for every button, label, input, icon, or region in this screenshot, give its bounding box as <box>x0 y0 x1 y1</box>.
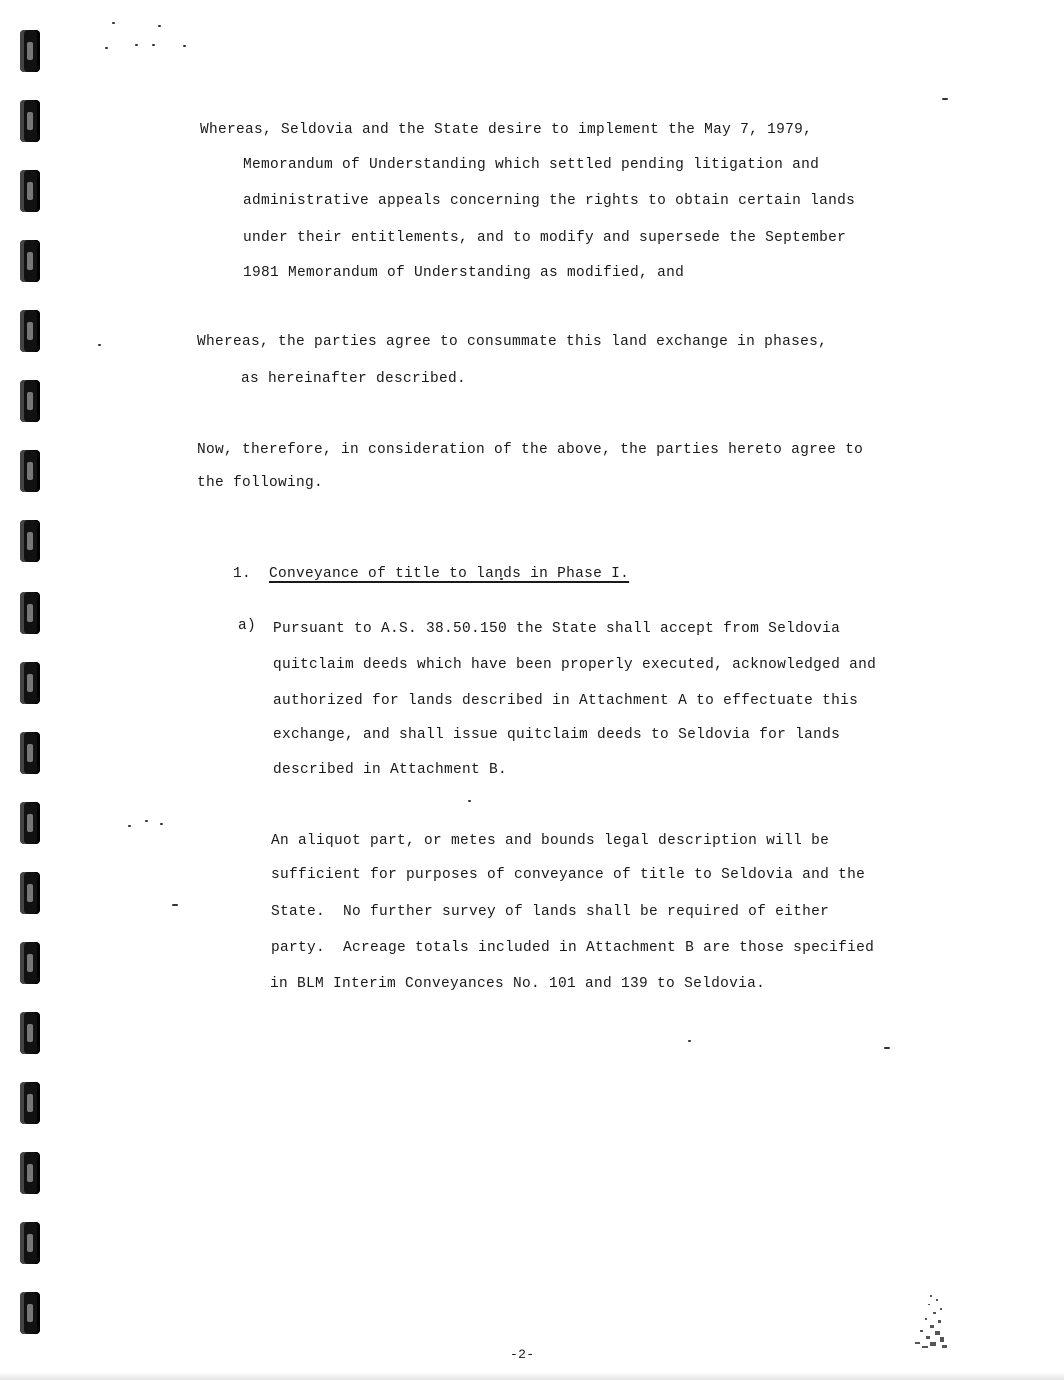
binder-hole-icon <box>20 662 40 704</box>
scan-speck <box>128 825 131 827</box>
scan-speck <box>158 25 161 27</box>
scan-speck <box>105 47 108 49</box>
paragraph-line: as hereinafter described. <box>241 371 467 387</box>
section-heading <box>197 547 629 601</box>
binder-holes <box>20 0 44 1380</box>
scan-bottom-edge <box>0 1372 1064 1380</box>
item-line: State. No further survey of lands shall be required of either <box>271 904 830 920</box>
binder-hole-icon <box>20 802 40 844</box>
section-number: 1. <box>233 566 252 582</box>
binder-hole-icon <box>20 30 40 72</box>
binder-hole-icon <box>20 310 40 352</box>
binder-hole-icon <box>20 1082 40 1124</box>
scan-speck <box>160 823 163 825</box>
item-line: An aliquot part, or metes and bounds legal description will be <box>271 833 830 849</box>
binder-hole-icon <box>20 1292 40 1334</box>
item-line: authorized for lands described in Attachment A to effectuate this <box>273 693 859 709</box>
item-line: quitclaim deeds which have been properly executed, acknowledged and <box>273 657 877 673</box>
binder-hole-icon <box>20 380 40 422</box>
binder-hole-icon <box>20 240 40 282</box>
scan-speck <box>688 1040 691 1042</box>
scan-speck <box>942 98 948 100</box>
binder-hole-icon <box>20 1012 40 1054</box>
scan-speck <box>112 22 115 24</box>
item-line: party. Acreage totals included in Attachment B are those specified <box>271 940 875 956</box>
binder-hole-icon <box>20 1222 40 1264</box>
paragraph-line: under their entitlements, and to modify and supersede the September <box>243 230 847 246</box>
item-line: in BLM Interim Conveyances No. 101 and 139 to Seldovia. <box>270 976 766 992</box>
scan-speck <box>98 344 101 346</box>
scan-speck <box>135 44 138 46</box>
binder-hole-icon <box>20 450 40 492</box>
scan-speck <box>145 820 148 822</box>
binder-hole-icon <box>20 942 40 984</box>
scan-speck <box>884 1047 890 1049</box>
binder-hole-icon <box>20 170 40 212</box>
scan-speck <box>172 904 178 906</box>
item-line: exchange, and shall issue quitclaim deeds to Seldovia for lands <box>273 727 841 743</box>
binder-hole-icon <box>20 732 40 774</box>
binder-hole-icon <box>20 100 40 142</box>
paragraph-line: administrative appeals concerning the rights to obtain certain lands <box>243 193 856 209</box>
scan-speck <box>152 44 155 46</box>
paragraph-line: Now, therefore, in consideration of the above, the parties hereto agree to <box>197 442 864 458</box>
item-line: sufficient for purposes of conveyance of title to Seldovia and the <box>271 867 866 883</box>
item-line: described in Attachment B. <box>273 762 508 778</box>
item-marker: a) <box>238 618 257 634</box>
binder-hole-icon <box>20 520 40 562</box>
page-number: -2- <box>510 1347 535 1362</box>
scan-speck <box>468 800 471 802</box>
scan-noise-icon <box>900 1290 950 1350</box>
section-title: Conveyance of title to lands in Phase I. <box>269 566 630 582</box>
binder-hole-icon <box>20 592 40 634</box>
paragraph-line: Whereas, the parties agree to consummate this land exchange in phases, <box>197 334 828 350</box>
item-line: Pursuant to A.S. 38.50.150 the State shall accept from Seldovia <box>273 621 841 637</box>
binder-hole-icon <box>20 872 40 914</box>
scan-speck <box>183 45 186 47</box>
paragraph-line: the following. <box>197 475 324 491</box>
paragraph-line: Whereas, Seldovia and the State desire to implement the May 7, 1979, <box>200 122 813 138</box>
paragraph-line: 1981 Memorandum of Understanding as modified, and <box>243 265 685 281</box>
paragraph-line: Memorandum of Understanding which settled pending litigation and <box>243 157 820 173</box>
binder-hole-icon <box>20 1152 40 1194</box>
